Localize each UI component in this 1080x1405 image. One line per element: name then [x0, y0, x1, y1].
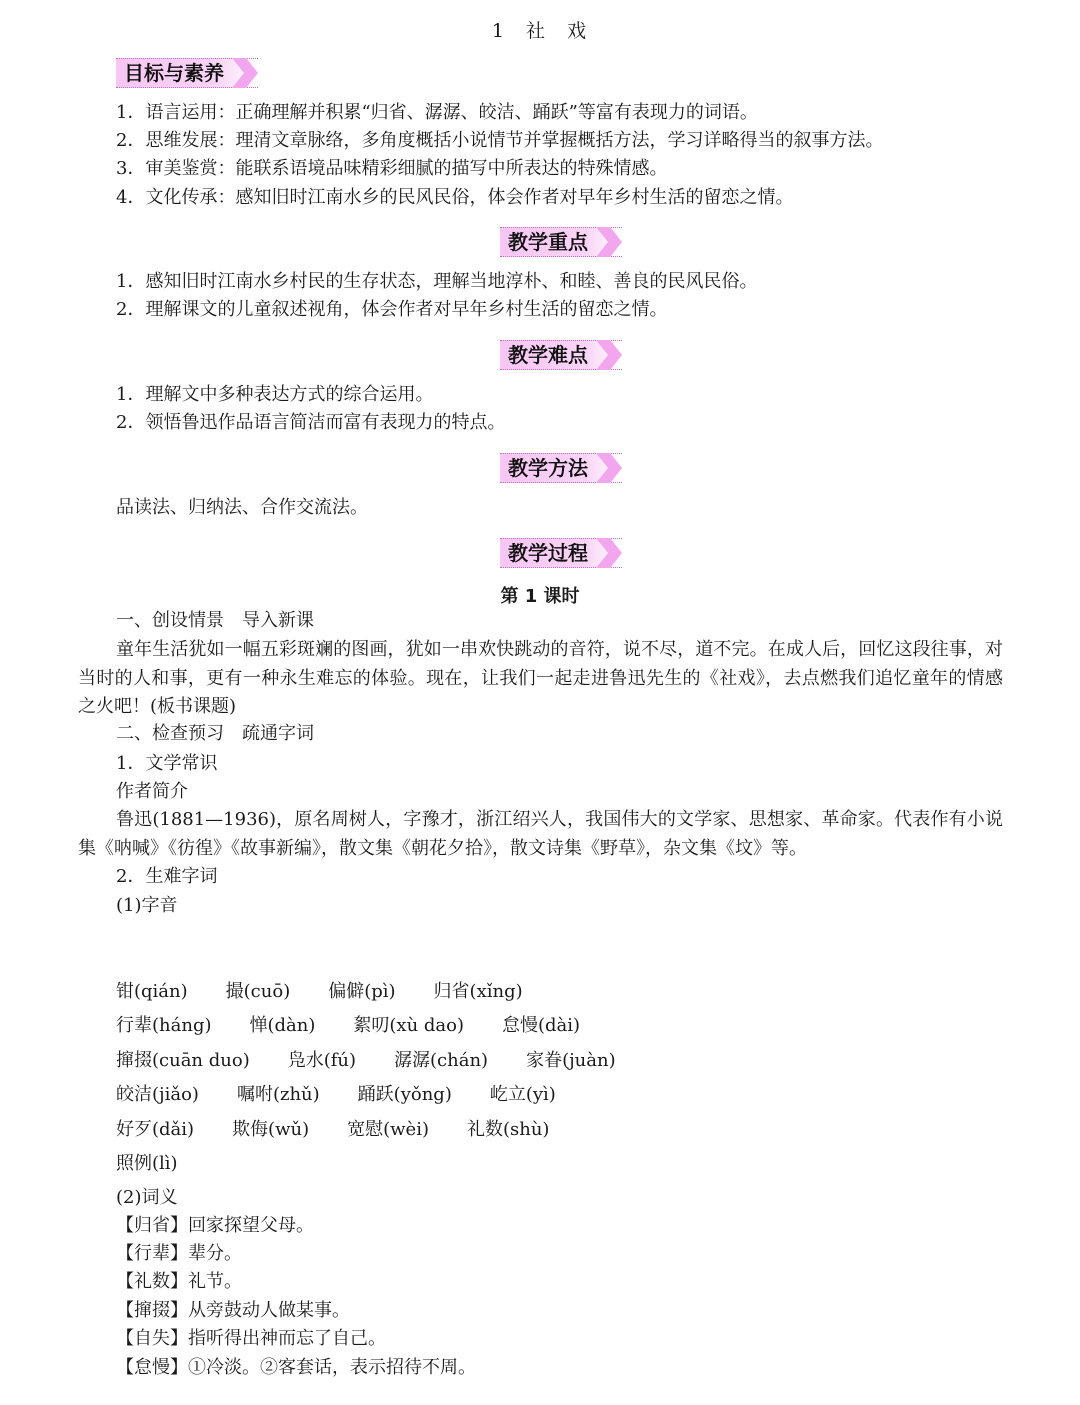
word-item: 皎洁(jiǎo) — [116, 1084, 199, 1106]
word-item: 怠慢(dài) — [502, 1015, 581, 1037]
lesson-title-part2: 戏 — [567, 20, 589, 42]
pronunciation-row — [116, 975, 654, 1009]
key-item-2: 2．理解课文的儿童叙述视角，体会作者对早年乡村生活的留恋之情。 — [116, 299, 668, 320]
word-item: 絮叨(xù dao) — [353, 1015, 464, 1037]
word-item: 踊跃(yǒng) — [357, 1084, 452, 1106]
banner-difficult-points-label: 教学难点 — [508, 343, 588, 367]
difficult-item-1: 1．理解文中多种表达方式的综合运用。 — [116, 384, 434, 405]
difficult-item-2: 2．领悟鲁迅作品语言简洁而富有表现力的特点。 — [116, 412, 506, 433]
goal-item-3: 3．审美鉴赏：能联系语境品味精彩细腻的描写中所表达的特殊情感。 — [116, 158, 668, 179]
meaning-item: 【礼数】礼节。 — [116, 1271, 242, 1292]
chevron-right-icon — [596, 340, 622, 370]
banner-process-label: 教学过程 — [508, 541, 588, 565]
word-item: 凫水(fú) — [287, 1049, 357, 1071]
goal-item-2: 2．思维发展：理清文章脉络，多角度概括小说情节并掌握概括方法，学习详略得当的叙事方法。 — [116, 130, 884, 151]
word-item: 潺潺(chán) — [394, 1049, 489, 1071]
meaning-item: 【撺掇】从旁鼓动人做某事。 — [116, 1300, 350, 1321]
word-item: 惮(dàn) — [249, 1015, 316, 1037]
page-title — [0, 16, 1080, 43]
meaning-item: 【归省】回家探望父母。 — [116, 1215, 314, 1236]
lesson-title-part1: 社 — [526, 20, 548, 42]
chevron-right-icon — [232, 58, 258, 88]
pronunciation-row — [116, 1113, 654, 1147]
pronunciation-row — [116, 1147, 654, 1181]
lesson-period: 第 1 课时 — [500, 586, 580, 607]
word-item: 嘱咐(zhǔ) — [236, 1084, 320, 1106]
pronunciation-list — [116, 975, 654, 1181]
pronunciation-row — [116, 1078, 654, 1112]
word-item: 好歹(dǎi) — [116, 1118, 195, 1140]
banner-difficult-points — [500, 340, 622, 370]
words-label: 2．生难字词 — [116, 866, 218, 887]
lesson-number: 1 — [491, 20, 506, 42]
meaning-item: 【自失】指听得出神而忘了自己。 — [116, 1328, 386, 1349]
meaning-item: 【怠慢】①冷淡。②客套话，表示招待不周。 — [116, 1357, 476, 1378]
meaning-item: 【行辈】辈分。 — [116, 1243, 242, 1264]
word-item: 家眷(juàn) — [526, 1049, 616, 1071]
pronunciation-row — [116, 1009, 654, 1043]
key-item-1: 1．感知旧时江南水乡村民的生存状态，理解当地淳朴、和睦、善良的民风民俗。 — [116, 271, 758, 292]
word-item: 欺侮(wǔ) — [232, 1118, 310, 1140]
step-2-heading: 二、检查预习 疏通字词 — [116, 723, 314, 744]
banner-method-label: 教学方法 — [508, 456, 588, 480]
banner-method — [500, 453, 622, 483]
author-paragraph: 鲁迅(1881—1936)，原名周树人，字豫才，浙江绍兴人，我国伟大的文学家、思想家、革命家。代表作有小说集《呐喊》《彷徨》《故事新编》，散文集《朝花夕拾》，散文诗集《野草》，杂文集《坟》等。 — [78, 809, 1003, 859]
word-item: 归省(xǐng) — [433, 981, 523, 1002]
word-item: 钳(qián) — [116, 981, 188, 1002]
goal-item-4: 4．文化传承：感知旧时江南水乡的民风民俗，体会作者对早年乡村生活的留恋之情。 — [116, 187, 794, 208]
banner-goals-label: 目标与素养 — [124, 61, 224, 85]
word-item: 撺掇(cuān duo) — [116, 1049, 250, 1071]
intro-paragraph: 童年生活犹如一幅五彩斑斓的图画，犹如一串欢快跳动的音符，说不尽，道不完。在成人后，回忆这段往事，对当时的人和事，更有一种永生难忘的体验。现在，让我们一起走进鲁迅先生的《社戏》，去点燃我们追忆童年的情感之火吧！(板书课题) — [78, 639, 1003, 717]
word-item: 宽慰(wèi) — [347, 1118, 429, 1140]
meaning-label: (2)词义 — [116, 1187, 178, 1208]
word-item: 行辈(háng) — [116, 1015, 212, 1037]
chevron-right-icon — [596, 538, 622, 568]
word-item: 偏僻(pì) — [328, 981, 396, 1002]
pronunciation-row — [116, 1044, 654, 1078]
banner-goals — [116, 58, 258, 88]
goal-item-1: 1．语言运用：正确理解并积累“归省、潺潺、皎洁、踊跃”等富有表现力的词语。 — [116, 102, 758, 123]
chevron-right-icon — [596, 227, 622, 257]
pronunciation-label: (1)字音 — [116, 895, 178, 916]
banner-process — [500, 538, 622, 568]
word-item: 屹立(yì) — [489, 1084, 556, 1106]
author-label: 作者简介 — [116, 781, 188, 802]
banner-key-points-label: 教学重点 — [508, 230, 588, 254]
literature-label: 1．文学常识 — [116, 753, 218, 774]
chevron-right-icon — [596, 453, 622, 483]
word-item: 撮(cuō) — [225, 981, 291, 1002]
method-text: 品读法、归纳法、合作交流法。 — [116, 497, 368, 518]
word-item: 照例(lì) — [116, 1153, 178, 1175]
banner-key-points — [500, 227, 622, 257]
step-1-heading: 一、创设情景 导入新课 — [116, 610, 314, 631]
word-item: 礼数(shù) — [466, 1118, 550, 1140]
